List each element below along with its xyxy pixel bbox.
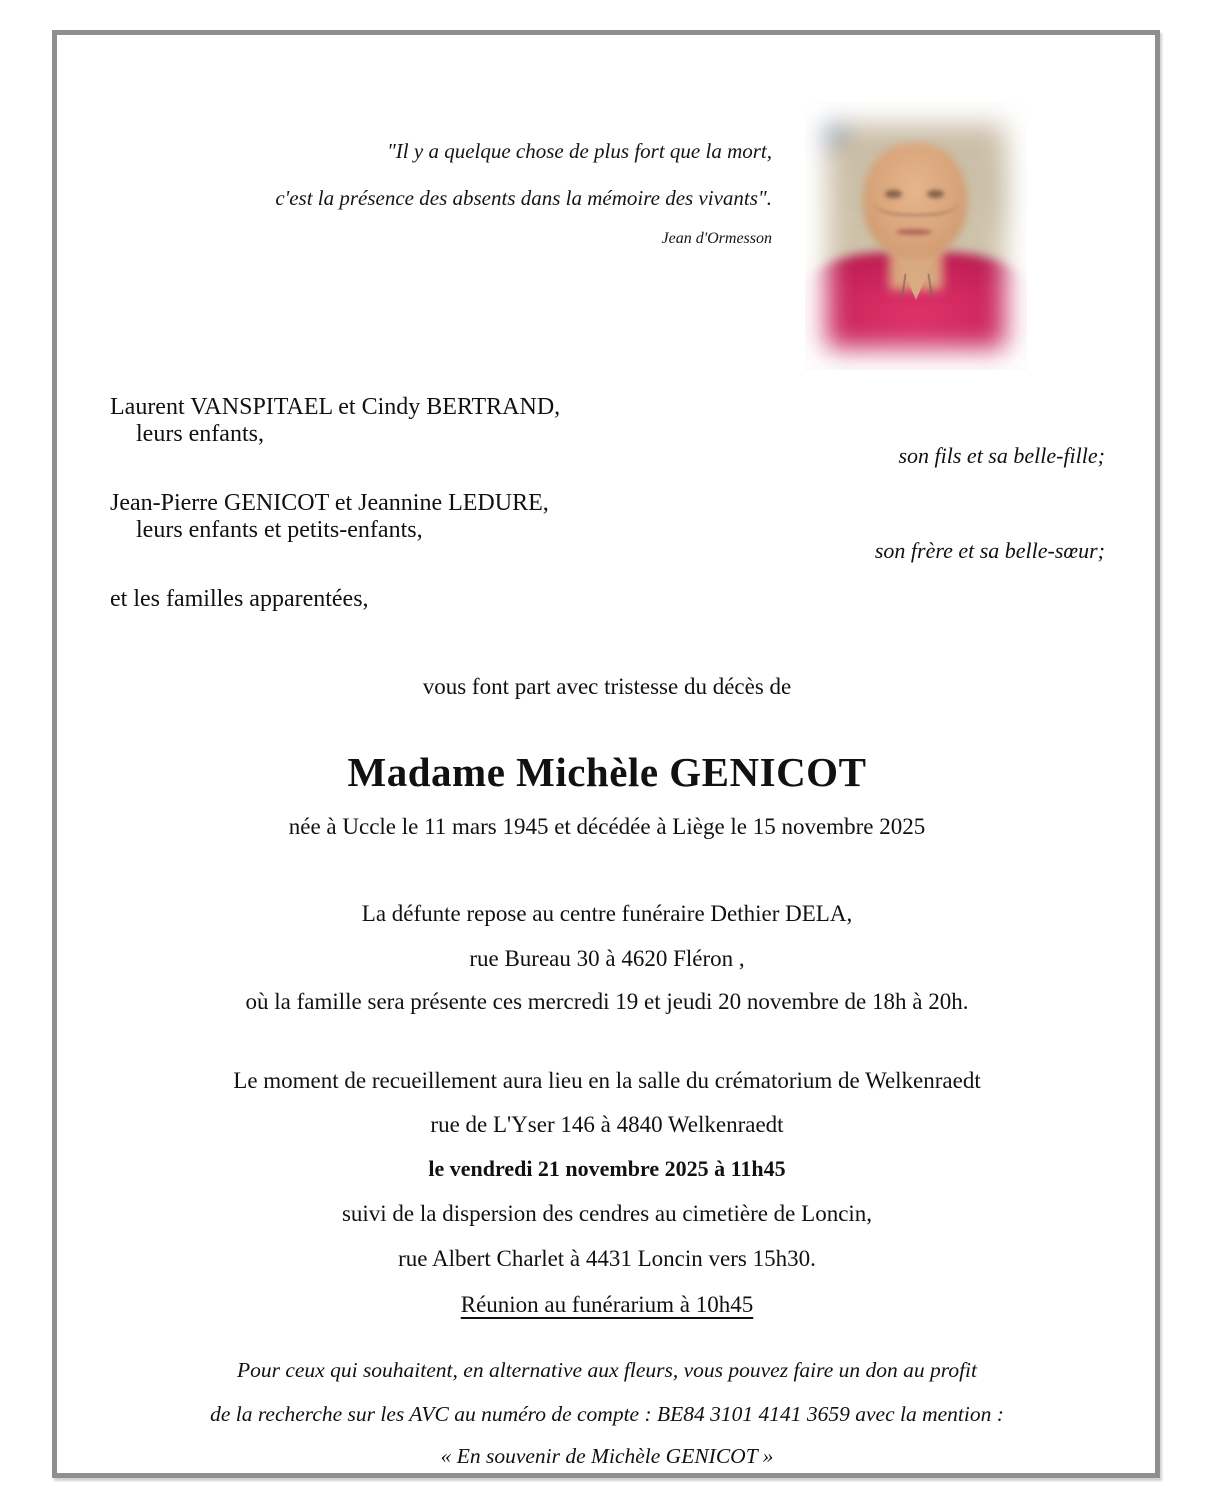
family-entry-2-names: Jean-Pierre GENICOT et Jeannine LEDURE, xyxy=(110,490,549,516)
portrait-photo xyxy=(805,102,1027,370)
family-entry-1-relation: son fils et sa belle-fille; xyxy=(898,443,1105,468)
family-entry-2-sub: leurs enfants et petits-enfants, xyxy=(136,517,423,543)
quote-line-2: c'est la présence des absents dans la mémoire des vivants". xyxy=(275,186,772,210)
family-entry-2-relation: son frère et sa belle-sœur; xyxy=(874,538,1105,563)
donation-mention-line: « En souvenir de Michèle GENICOT » xyxy=(440,1444,774,1468)
deceased-name: Madame Michèle GENICOT xyxy=(347,749,867,795)
repose-visiting-hours: où la famille sera présente ces mercredi 19 et jeudi 20 novembre de 18h à 20h. xyxy=(245,989,969,1014)
birth-death-line: née à Uccle le 11 mars 1945 et décédée à Liège le 15 novembre 2025 xyxy=(288,814,926,839)
announcement-intro: vous font part avec tristesse du décès de xyxy=(422,674,792,699)
photo-soft-edge-vignette xyxy=(805,102,1027,370)
meeting-time-line: Réunion au funérarium à 10h45 xyxy=(460,1292,754,1317)
repose-line-1: La défunte repose au centre funéraire Dethier DELA, xyxy=(361,901,853,926)
donation-account-line: de la recherche sur les AVC au numéro de compte : BE84 3101 4141 3659 avec la mention : xyxy=(210,1402,1004,1426)
family-entry-1-sub: leurs enfants, xyxy=(136,421,264,447)
family-entry-1-names: Laurent VANSPITAEL et Cindy BERTRAND, xyxy=(110,394,561,420)
quote-line-1: "Il y a quelque chose de plus fort que la mort, xyxy=(386,139,772,163)
ceremony-date-time: le vendredi 21 novembre 2025 à 11h45 xyxy=(428,1156,786,1181)
ceremony-address: rue de L'Yser 146 à 4840 Welkenraedt xyxy=(430,1112,784,1137)
donation-line-1: Pour ceux qui souhaitent, en alternative aux fleurs, vous pouvez faire un don au profit xyxy=(236,1358,978,1382)
family-closing-line: et les familles apparentées, xyxy=(110,586,369,612)
ceremony-location-line: Le moment de recueillement aura lieu en la salle du crématorium de Welkenraedt xyxy=(233,1068,981,1093)
cemetery-address: rue Albert Charlet à 4431 Loncin vers 15h30. xyxy=(398,1246,816,1271)
quote-attribution: Jean d'Ormesson xyxy=(661,230,772,247)
ashes-dispersion-line: suivi de la dispersion des cendres au cimetière de Loncin, xyxy=(341,1201,873,1226)
memorial-quote xyxy=(275,128,772,249)
repose-address: rue Bureau 30 à 4620 Fléron , xyxy=(469,946,745,971)
